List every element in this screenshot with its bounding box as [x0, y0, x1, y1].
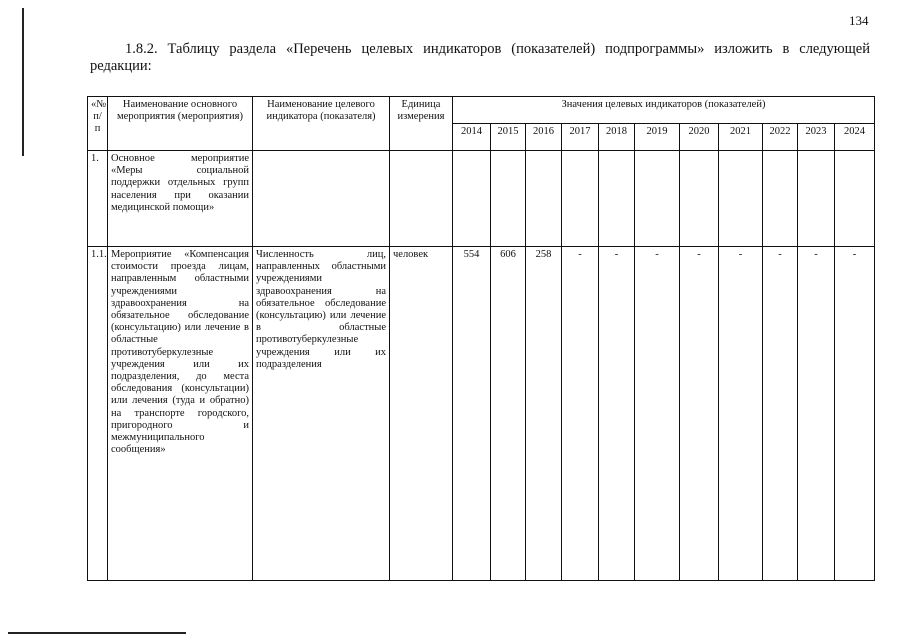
row-unit [390, 151, 453, 247]
value-cell: 258 [526, 246, 562, 580]
header-row-1 [88, 97, 875, 124]
header-activity: Наименование основного мероприятия (мероприятия) [108, 97, 253, 151]
row-unit: человек [390, 246, 453, 580]
value-cell [680, 151, 719, 247]
table-row [88, 246, 875, 580]
value-cell: 554 [453, 246, 491, 580]
table-row [88, 151, 875, 247]
year-2015: 2015 [491, 124, 526, 151]
header-num: «№ п/п [88, 97, 108, 151]
indicators-table [87, 96, 875, 581]
value-cell: - [763, 246, 798, 580]
value-cell: 606 [491, 246, 526, 580]
year-2021: 2021 [719, 124, 763, 151]
year-2024: 2024 [835, 124, 875, 151]
value-cell: - [719, 246, 763, 580]
margin-line [22, 8, 24, 156]
row-indicator [253, 151, 390, 247]
value-cell [526, 151, 562, 247]
year-2022: 2022 [763, 124, 798, 151]
value-cell: - [562, 246, 599, 580]
intro-text: 1.8.2. Таблицу раздела «Перечень целевых индикаторов (показателей) подпрограммы» изложить в следующей редакции: [90, 41, 870, 74]
value-cell [453, 151, 491, 247]
year-2020: 2020 [680, 124, 719, 151]
value-cell: - [635, 246, 680, 580]
value-cell: - [599, 246, 635, 580]
header-indicator: Наименование целевого индикатора (показателя) [253, 97, 390, 151]
year-2017: 2017 [562, 124, 599, 151]
header-unit: Единица измерения [390, 97, 453, 151]
value-cell [491, 151, 526, 247]
value-cell: - [798, 246, 835, 580]
value-cell: - [835, 246, 875, 580]
value-cell [763, 151, 798, 247]
row-indicator: Численность лиц, направленных областными учреждениями здравоохранения на обязательное обследование (консультацию) или лечение в областные противотуберкулезные учреждения или их подразделения [253, 246, 390, 580]
value-cell [635, 151, 680, 247]
row-activity: Основное мероприятие «Меры социальной поддержки отдельных групп населения при оказании медицинской помощи» [108, 151, 253, 247]
year-2019: 2019 [635, 124, 680, 151]
value-cell: - [680, 246, 719, 580]
row-num: 1.1. [88, 246, 108, 580]
value-cell [599, 151, 635, 247]
footnote-separator [8, 632, 186, 634]
row-activity: Мероприятие «Компенсация стоимости проезда лицам, направленным областными учреждениями здравоохранения на обязательное обследование (консультацию) или лечение в областные противотуберкулезные учреждения или их подразделения, до места обследования (консультации) или лечения (туда и обратно) на транспорте городского, пригородного и межмуниципального сообщения» [108, 246, 253, 580]
year-2014: 2014 [453, 124, 491, 151]
value-cell [798, 151, 835, 247]
year-2016: 2016 [526, 124, 562, 151]
row-num: 1. [88, 151, 108, 247]
page-number: 134 [849, 13, 869, 28]
value-cell [835, 151, 875, 247]
value-cell [562, 151, 599, 247]
year-2023: 2023 [798, 124, 835, 151]
header-values-group: Значения целевых индикаторов (показателей) [453, 97, 875, 124]
intro-paragraph [90, 41, 870, 75]
year-2018: 2018 [599, 124, 635, 151]
value-cell [719, 151, 763, 247]
